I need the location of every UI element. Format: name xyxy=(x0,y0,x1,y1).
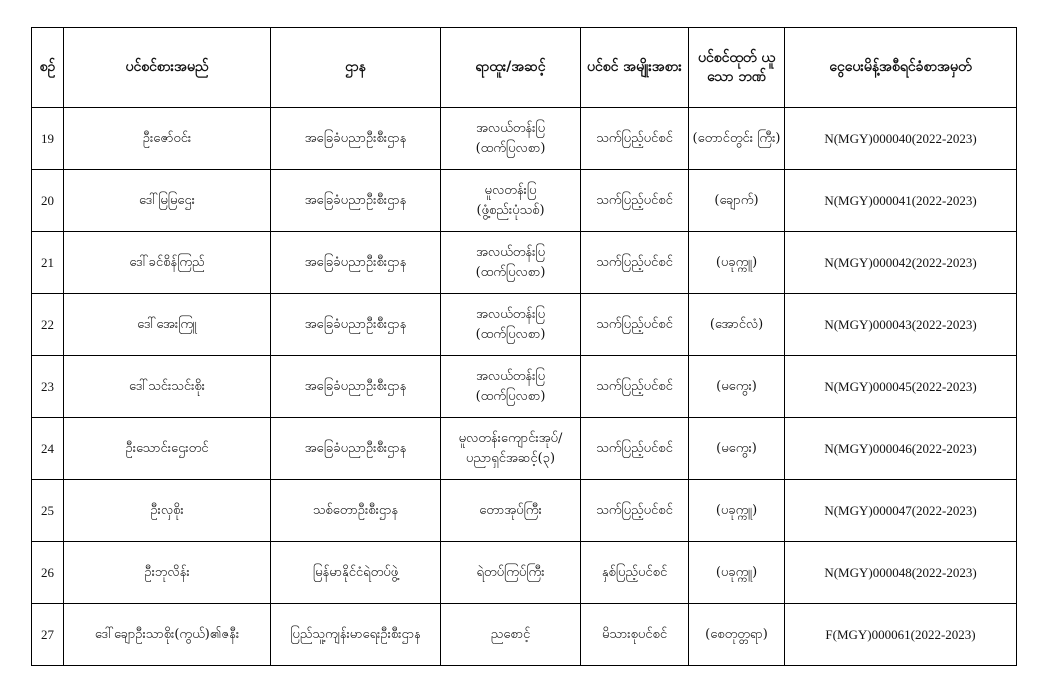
rank-line: အလယ်တန်းပြ xyxy=(475,244,546,260)
cell-no: 19 xyxy=(32,108,64,170)
cell-township: (ပခုက္ကူ) xyxy=(689,232,785,294)
cell-no: 27 xyxy=(32,604,64,666)
cell-rank xyxy=(441,356,581,418)
cell-no: 24 xyxy=(32,418,64,480)
rank-line: ညစောင့် xyxy=(490,626,531,642)
header-department: ဌာန xyxy=(271,28,441,108)
cell-name: ဒေါ်မြမြဌေး xyxy=(64,170,271,232)
cell-name: ဒေါ်ချောဦးသာစိုး(ကွယ်)၏ဇနီး xyxy=(64,604,271,666)
table-row xyxy=(32,294,1017,356)
cell-rank xyxy=(441,542,581,604)
cell-permit-no: N(MGY)000045(2022-2023) xyxy=(785,356,1017,418)
cell-no: 25 xyxy=(32,480,64,542)
rank-line: တောအုပ်ကြီး xyxy=(479,502,542,518)
cell-department: အခြေခံပညာဦးစီးဌာန xyxy=(271,170,441,232)
cell-rank xyxy=(441,294,581,356)
cell-department: အခြေခံပညာဦးစီးဌာန xyxy=(271,108,441,170)
cell-township: (မကွေး) xyxy=(689,418,785,480)
rank-line: ရဲတပ်ကြပ်ကြီး xyxy=(476,564,545,580)
cell-no: 26 xyxy=(32,542,64,604)
cell-permit-no: N(MGY)000043(2022-2023) xyxy=(785,294,1017,356)
cell-permit-no: F(MGY)000061(2022-2023) xyxy=(785,604,1017,666)
cell-name: ဒေါ်သင်းသင်းစိုး xyxy=(64,356,271,418)
cell-pension-type: သက်ပြည့်ပင်စင် xyxy=(581,108,689,170)
cell-township: (ပခုက္ကူ) xyxy=(689,542,785,604)
cell-no: 20 xyxy=(32,170,64,232)
cell-department: အခြေခံပညာဦးစီးဌာန xyxy=(271,418,441,480)
cell-permit-no: N(MGY)000042(2022-2023) xyxy=(785,232,1017,294)
rank-subline: (ထက်ပြလစာ) xyxy=(475,264,546,280)
cell-pension-type: သက်ပြည့်ပင်စင် xyxy=(581,232,689,294)
cell-rank xyxy=(441,604,581,666)
cell-department: အခြေခံပညာဦးစီးဌာန xyxy=(271,356,441,418)
cell-name: ဦးဇော်ဝင်း xyxy=(64,108,271,170)
header-pension-type: ပင်စင် အမျိုးအစား xyxy=(581,28,689,108)
cell-township: (ချောက်) xyxy=(689,170,785,232)
cell-department: ပြည်သူ့ကျန်းမာရေးဦးစီးဌာန xyxy=(271,604,441,666)
cell-no: 21 xyxy=(32,232,64,294)
rank-line: မူလတန်းပြ xyxy=(484,182,537,198)
cell-pension-type: သက်ပြည့်ပင်စင် xyxy=(581,418,689,480)
rank-subline: ပညာရှင်အဆင့်(၃) xyxy=(465,450,556,466)
header-township: ပင်စင်ထုတ် ယူသော ဘဏ် xyxy=(689,28,785,108)
header-no: စဉ် xyxy=(32,28,64,108)
table-row xyxy=(32,480,1017,542)
rank-subline: (ထက်ပြလစာ) xyxy=(475,140,546,156)
rank-line: အလယ်တန်းပြ xyxy=(475,120,546,136)
cell-department: သစ်တောဦးစီးဌာန xyxy=(271,480,441,542)
pension-table xyxy=(31,27,1017,666)
cell-department: အခြေခံပညာဦးစီးဌာန xyxy=(271,294,441,356)
cell-name: ဦးသောင်းဌေးတင် xyxy=(64,418,271,480)
header-name: ပင်စင်စားအမည် xyxy=(64,28,271,108)
table-row xyxy=(32,604,1017,666)
cell-rank xyxy=(441,418,581,480)
cell-name: ဦးဘုလိန်း xyxy=(64,542,271,604)
cell-township: (တောင်တွင်း ကြီး) xyxy=(689,108,785,170)
cell-township: (ပခုက္ကူ) xyxy=(689,480,785,542)
table-row xyxy=(32,418,1017,480)
cell-permit-no: N(MGY)000048(2022-2023) xyxy=(785,542,1017,604)
table-row xyxy=(32,232,1017,294)
cell-rank xyxy=(441,480,581,542)
cell-pension-type: မိသားစုပင်စင် xyxy=(581,604,689,666)
cell-name: ဒေါ်အေးကြူ xyxy=(64,294,271,356)
rank-subline: (ဖွံ့စည်းပုံသစ်) xyxy=(476,202,545,218)
table-row xyxy=(32,356,1017,418)
cell-township: (အောင်လံ) xyxy=(689,294,785,356)
rank-line: အလယ်တန်းပြ xyxy=(475,368,546,384)
cell-name: ဒေါ်ခင်စိန်ကြည် xyxy=(64,232,271,294)
cell-permit-no: N(MGY)000041(2022-2023) xyxy=(785,170,1017,232)
cell-no: 23 xyxy=(32,356,64,418)
cell-permit-no: N(MGY)000040(2022-2023) xyxy=(785,108,1017,170)
cell-pension-type: နှစ်ပြည့်ပင်စင် xyxy=(581,542,689,604)
table-row xyxy=(32,542,1017,604)
rank-line: အလယ်တန်းပြ xyxy=(475,306,546,322)
table-row xyxy=(32,108,1017,170)
cell-permit-no: N(MGY)000047(2022-2023) xyxy=(785,480,1017,542)
header-rank: ရာထူး/အဆင့် xyxy=(441,28,581,108)
cell-pension-type: သက်ပြည့်ပင်စင် xyxy=(581,480,689,542)
rank-line: မူလတန်းကျောင်းအုပ်/ xyxy=(458,430,563,446)
rank-subline: (ထက်ပြလစာ) xyxy=(475,388,546,404)
cell-pension-type: သက်ပြည့်ပင်စင် xyxy=(581,294,689,356)
table-row xyxy=(32,170,1017,232)
cell-department: မြန်မာနိုင်ငံရဲတပ်ဖွဲ့ xyxy=(271,542,441,604)
cell-pension-type: သက်ပြည့်ပင်စင် xyxy=(581,170,689,232)
cell-rank xyxy=(441,108,581,170)
header-permit-no: ငွေပေးမိန့်အစီရင်ခံစာအမှတ် xyxy=(785,28,1017,108)
cell-rank xyxy=(441,170,581,232)
rank-subline: (ထက်ပြလစာ) xyxy=(475,326,546,342)
table-header-row xyxy=(32,28,1017,108)
cell-permit-no: N(MGY)000046(2022-2023) xyxy=(785,418,1017,480)
cell-rank xyxy=(441,232,581,294)
cell-township: (မကွေး) xyxy=(689,356,785,418)
cell-name: ဦးလှစိုး xyxy=(64,480,271,542)
cell-pension-type: သက်ပြည့်ပင်စင် xyxy=(581,356,689,418)
cell-department: အခြေခံပညာဦးစီးဌာန xyxy=(271,232,441,294)
cell-no: 22 xyxy=(32,294,64,356)
cell-township: (စေတုတ္တရာ) xyxy=(689,604,785,666)
